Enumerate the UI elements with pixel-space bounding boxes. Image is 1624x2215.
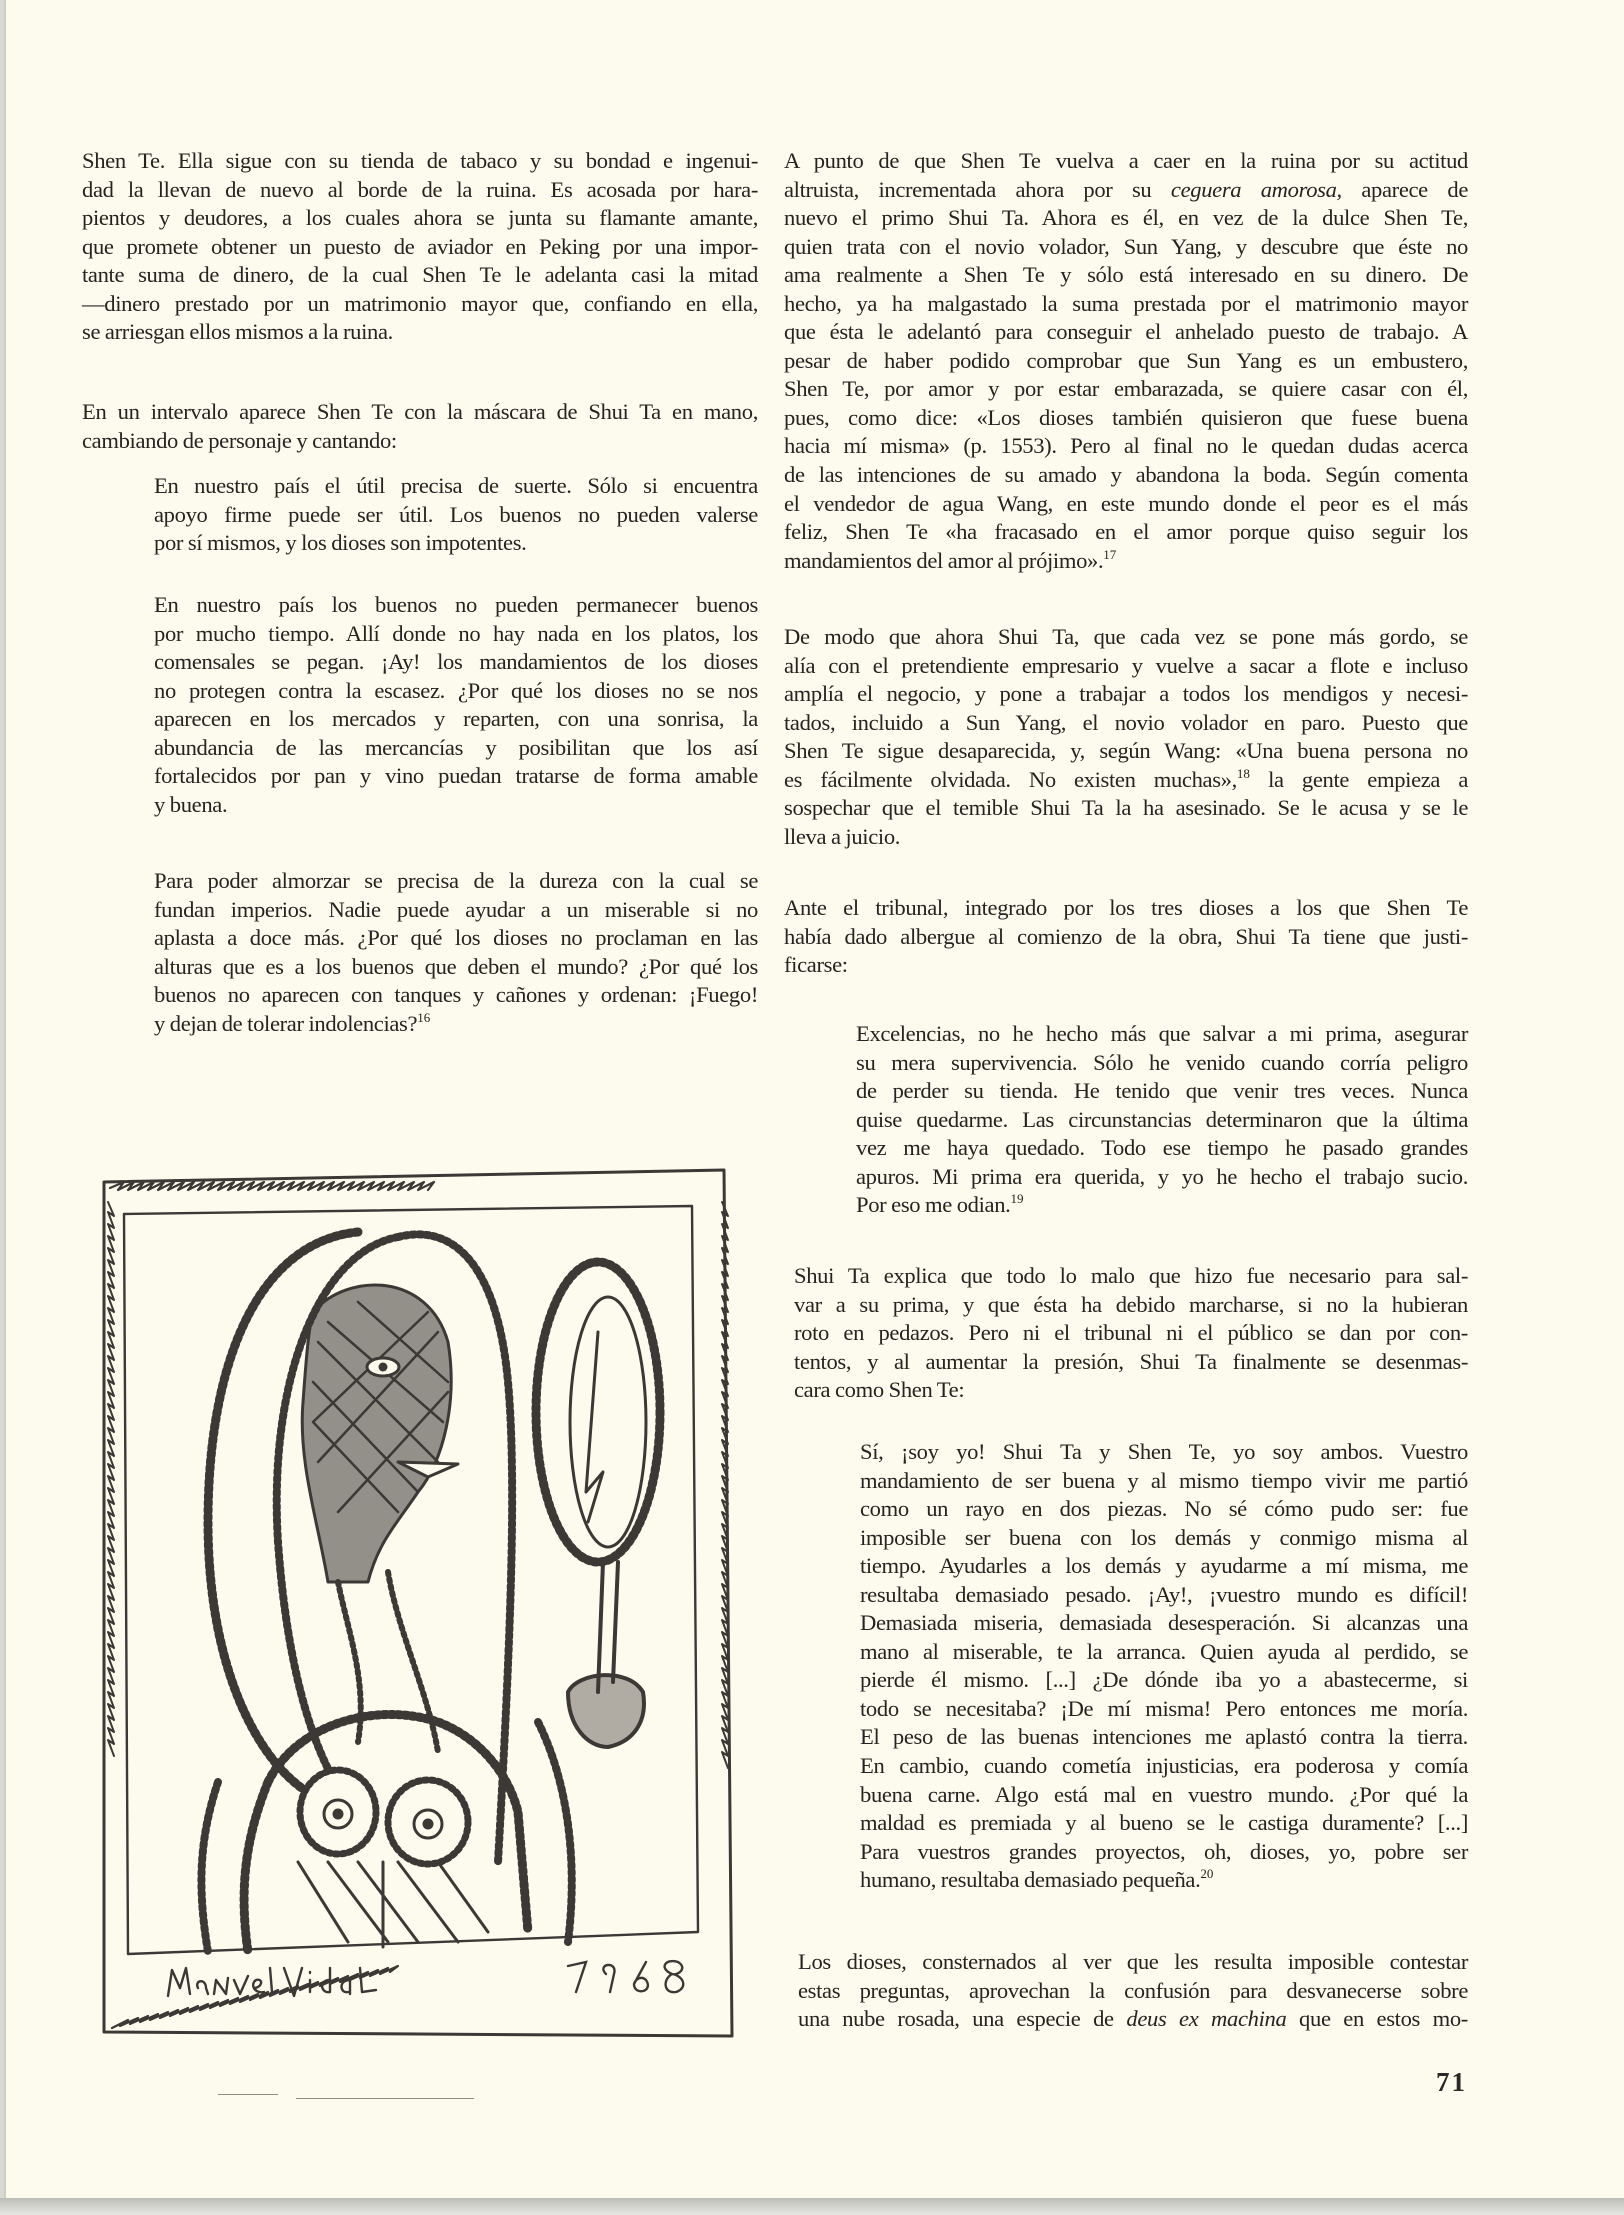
- paragraph: [784, 623, 1468, 851]
- footnote-ref[interactable]: 16: [417, 1009, 431, 1025]
- text-line: Shen Te sigue desaparecida, y, según Wang: «Una buena persona no: [784, 738, 1468, 764]
- text-line: feliz, Shen Te «ha fracasado en el amor porque quiso seguir los: [784, 519, 1468, 545]
- text-line: Para poder almorzar se precisa de la dureza con la cual se: [154, 868, 758, 893]
- text-line: [784, 547, 1468, 576]
- text-line: [154, 1010, 758, 1039]
- text-line: var a su prima, y que ésta ha debido marcharse, si no la hubieran: [794, 1291, 1468, 1317]
- text-line: todo se necesitaba? ¡De mí misma! Pero entonces me moría.: [860, 1695, 1468, 1721]
- text-line: tentos, y al aumentar la presión, Shui Ta finalmente se desenmas-: [794, 1348, 1468, 1374]
- text-segment: mandamientos del amor al prójimo».: [784, 547, 1104, 573]
- block-quote: [154, 591, 758, 819]
- text-segment: Por eso me odian.: [856, 1192, 1011, 1218]
- text-segment: la gente empieza a: [1249, 766, 1468, 792]
- text-line: quise quedarme. Las circunstancias determinaron que la última: [856, 1106, 1468, 1132]
- text-line: hacia mí misma» (p. 1553). Pero al final no le quedan dudas acerca: [784, 433, 1468, 459]
- text-line: [860, 1866, 1468, 1895]
- text-line: apuros. Mi prima era querida, y yo he hecho el trabajo sucio.: [856, 1163, 1468, 1189]
- text-line: roto en pedazos. Pero ni el tribunal ni el público se dan por con-: [794, 1320, 1468, 1346]
- text-line: [856, 1191, 1468, 1220]
- footnote-ref[interactable]: 17: [1103, 546, 1117, 562]
- emphasis-text: deus ex machina: [1126, 2006, 1287, 2032]
- text-line: lleva a juicio.: [784, 823, 901, 849]
- mirror: [536, 1262, 660, 1562]
- text-line: hecho, ya ha malgastado la suma prestada por el matrimonio mayor: [784, 290, 1468, 316]
- text-line: Demasiada miseria, demasiada desesperación. Si alcanzas una: [860, 1610, 1468, 1636]
- arm-left: [201, 1782, 218, 1952]
- text-line: Excelencias, no he hecho más que salvar a mi prima, asegurar: [856, 1021, 1468, 1046]
- text-line: Shui Ta explica que todo lo malo que hizo fue necesario para sal-: [794, 1263, 1468, 1288]
- text-segment: y dejan de tolerar indolencias?: [154, 1010, 418, 1036]
- block-quote: [860, 1438, 1468, 1895]
- text-line: —dinero prestado por un matrimonio mayor que, confiando en ella,: [82, 290, 758, 316]
- footnote-ref[interactable]: 20: [1200, 1866, 1214, 1882]
- text-line: fortalecidos por pan y vino puedan tratarse de forma amable: [154, 763, 758, 789]
- text-line: sospechar que el temible Shui Ta la ha asesinado. Se le acusa y se le: [784, 795, 1468, 821]
- text-line: imposible ser buena con los demás y conmigo misma al: [860, 1524, 1468, 1550]
- text-line: pesar de haber podido comprobar que Sun Yang es un embustero,: [784, 347, 1468, 373]
- text-line: tados, incluido a Sun Yang, el novio volador en paro. Puesto que: [784, 709, 1468, 735]
- text-line: estas preguntas, aprovechan la confusión para desvanecerse sobre: [798, 1977, 1468, 2003]
- text-line: pierde él mismo. [...] ¿De dónde iba yo a abastecerme, si: [860, 1667, 1468, 1693]
- paragraph: [82, 398, 758, 455]
- text-line: que promete obtener un puesto de aviador en Peking por una impor-: [82, 233, 758, 259]
- text-line: maldad es premiada y al bueno se le castiga duramente? [...]: [860, 1810, 1468, 1836]
- text-line: y buena.: [154, 791, 228, 817]
- text-line: pues, como dice: «Los dioses también quisieron que fuese buena: [784, 404, 1468, 430]
- paragraph: [784, 894, 1468, 980]
- text-line: alía con el pretendiente empresario y vuelve a sacar a flote e incluso: [784, 652, 1468, 678]
- artist-year: [568, 1961, 683, 1992]
- text-line: había dado albergue al comienzo de la obra, Shui Ta tiene que justi-: [784, 923, 1468, 949]
- text-line: Los dioses, consternados al ver que les resulta imposible contestar: [798, 1949, 1468, 1974]
- text-line: como un rayo en dos piezas. No sé cómo pudo ser: fue: [860, 1496, 1468, 1522]
- text-line: [784, 766, 1468, 795]
- text-line: apoyo firme puede ser útil. Los buenos no pueden valerse: [154, 501, 758, 527]
- book-page: [4, 0, 1624, 2198]
- text-line: pientos y deudores, a los cuales ahora se junta su flamante amante,: [82, 205, 758, 231]
- outer-frame-zigzag-top: [110, 1182, 434, 1190]
- text-line: nuevo el primo Shui Ta. Ahora es él, en vez de la dulce Shen Te,: [784, 205, 1468, 231]
- text-line: En cambio, cuando cometía injusticias, era poderosa y comía: [860, 1753, 1468, 1779]
- scan-edge-shadow: [0, 2198, 1624, 2215]
- text-line: Shen Te, por amor y por estar embarazada, se quiere casar con él,: [784, 376, 1468, 402]
- outer-frame-zigzag-left: [108, 1202, 114, 1756]
- outer-frame-zigzag-bottom: [112, 1966, 398, 2028]
- text-line: Shen Te. Ella sigue con su tienda de tabaco y su bondad e ingenui-: [82, 148, 758, 173]
- belly-hatch: [298, 1862, 488, 1947]
- text-line: no protegen contra la escasez. ¿Por qué los dioses no se nos: [154, 677, 758, 703]
- text-line: tante suma de dinero, de la cual Shen Te le adelanta casi la mitad: [82, 262, 758, 288]
- text-line: quien trata con el novio volador, Sun Yang, y descubre que éste no: [784, 233, 1468, 259]
- text-line: amplía el negocio, y pone a trabajar a todos los mendigos y necesi-: [784, 681, 1468, 707]
- text-line: De modo que ahora Shui Ta, que cada vez se pone más gordo, se: [784, 624, 1468, 649]
- footnote-ref[interactable]: 18: [1236, 765, 1250, 781]
- text-segment: altruista, incrementada ahora por su: [784, 176, 1171, 202]
- text-line: se arriesgan ellos mismos a la ruina.: [82, 319, 393, 345]
- text-segment: una nube rosada, una especie de: [798, 2006, 1127, 2032]
- text-line: aparecen en los mercados y reparten, con una sonrisa, la: [154, 706, 758, 732]
- mirror-face: [586, 1332, 603, 1522]
- text-line: alturas que es a los buenos que deben el mundo? ¿Por qué los: [154, 953, 758, 979]
- text-line: que ésta le adelantó para conseguir el anhelado puesto de trabajo. A: [784, 319, 1468, 345]
- text-line: buenos no aparecen con tanques y cañones y ordenan: ¡Fuego!: [154, 982, 758, 1008]
- text-line: comensales se pegan. ¡Ay! los mandamientos de los dioses: [154, 649, 758, 675]
- text-line: Ante el tribunal, integrado por los tres dioses a los que Shen Te: [784, 895, 1468, 920]
- page-number: 71: [1436, 2067, 1467, 2097]
- text-line: de las intenciones de su amado y abandona la boda. Según comenta: [784, 462, 1468, 488]
- text-line: tiempo. Ayudarles a los demás y ayudarme a mí misma, me: [860, 1553, 1468, 1579]
- text-line: dad la llevan de nuevo al borde de la ruina. Es acosada por hara-: [82, 176, 758, 202]
- text-line: En un intervalo aparece Shen Te con la máscara de Shui Ta en mano,: [82, 399, 758, 424]
- artist-signature: [168, 1968, 376, 1996]
- text-line: el vendedor de agua Wang, en este mundo donde el peor es el más: [784, 490, 1468, 516]
- text-line: Para vuestros grandes proyectos, oh, dioses, yo, pobre ser: [860, 1838, 1468, 1864]
- footnote-ref[interactable]: 19: [1010, 1191, 1024, 1207]
- text-line: En nuestro país los buenos no pueden permanecer buenos: [154, 592, 758, 617]
- text-line: ama realmente a Shen Te y sólo está interesado en su dinero. De: [784, 262, 1468, 288]
- paragraph: [784, 147, 1468, 575]
- paragraph: [798, 1948, 1468, 2034]
- text-segment: es fácilmente olvidada. No existen muchas»,: [784, 766, 1237, 792]
- block-quote: [154, 472, 758, 558]
- text-line: cara como Shen Te:: [794, 1377, 965, 1403]
- text-line: fundan imperios. Nadie puede ayudar a un miserable si no: [154, 896, 758, 922]
- text-line: A punto de que Shen Te vuelva a caer en la ruina por su actitud: [784, 148, 1468, 173]
- text-line: En nuestro país el útil precisa de suerte. Sólo si encuentra: [154, 473, 758, 498]
- hand: [568, 1675, 644, 1747]
- text-line: [784, 176, 1468, 205]
- text-line: El peso de las buenas intenciones me aplastó contra la tierra.: [860, 1724, 1468, 1750]
- emphasis-text: ceguera amorosa,: [1170, 176, 1342, 202]
- text-line: abundancia de las mercancías y posibilitan que los así: [154, 734, 758, 760]
- scan-mark: [218, 2094, 278, 2095]
- paragraph: [794, 1262, 1468, 1405]
- text-line: [798, 2005, 1468, 2034]
- neck: [338, 1572, 438, 1752]
- illustration-drawing: [98, 1162, 738, 2048]
- scan-mark: [296, 2098, 474, 2099]
- text-line: cambiando de personaje y cantando:: [82, 427, 397, 453]
- text-line: aplasta a doce más. ¿Por qué los dioses no proclaman en las: [154, 925, 758, 951]
- text-line: mano al miserable, te la arranca. Quien ayuda al perdido, se: [860, 1638, 1468, 1664]
- text-segment: aparece de: [1341, 176, 1468, 202]
- paragraph: [82, 147, 758, 347]
- text-line: mandamiento de ser buena y al mismo tiempo vivir me partió: [860, 1467, 1468, 1493]
- arm-right: [538, 1722, 572, 1942]
- text-line: buena carne. Algo está mal en vuestro mundo. ¿Por qué la: [860, 1781, 1468, 1807]
- text-line: de perder su tienda. He tenido que venir tres veces. Nunca: [856, 1078, 1468, 1104]
- text-segment: que en estos mo-: [1286, 2006, 1468, 2032]
- text-segment: humano, resultaba demasiado pequeña.: [860, 1867, 1201, 1893]
- block-quote: [154, 867, 758, 1038]
- text-line: por mucho tiempo. Allí donde no hay nada en los platos, los: [154, 620, 758, 646]
- text-line: su mera supervivencia. Sólo he venido cuando corría peligro: [856, 1049, 1468, 1075]
- text-line: ficarse:: [784, 952, 848, 978]
- text-line: por sí mismos, y los dioses son impotentes.: [154, 530, 527, 556]
- block-quote: [856, 1020, 1468, 1220]
- mirror-handle: [598, 1562, 618, 1692]
- text-line: Sí, ¡soy yo! Shui Ta y Shen Te, yo soy ambos. Vuestro: [860, 1439, 1468, 1464]
- text-line: resultaba demasiado pesado. ¡Ay!, ¡vuestro mundo es difícil!: [860, 1581, 1468, 1607]
- text-line: vez me haya quedado. Todo ese tiempo he pasado grandes: [856, 1135, 1468, 1161]
